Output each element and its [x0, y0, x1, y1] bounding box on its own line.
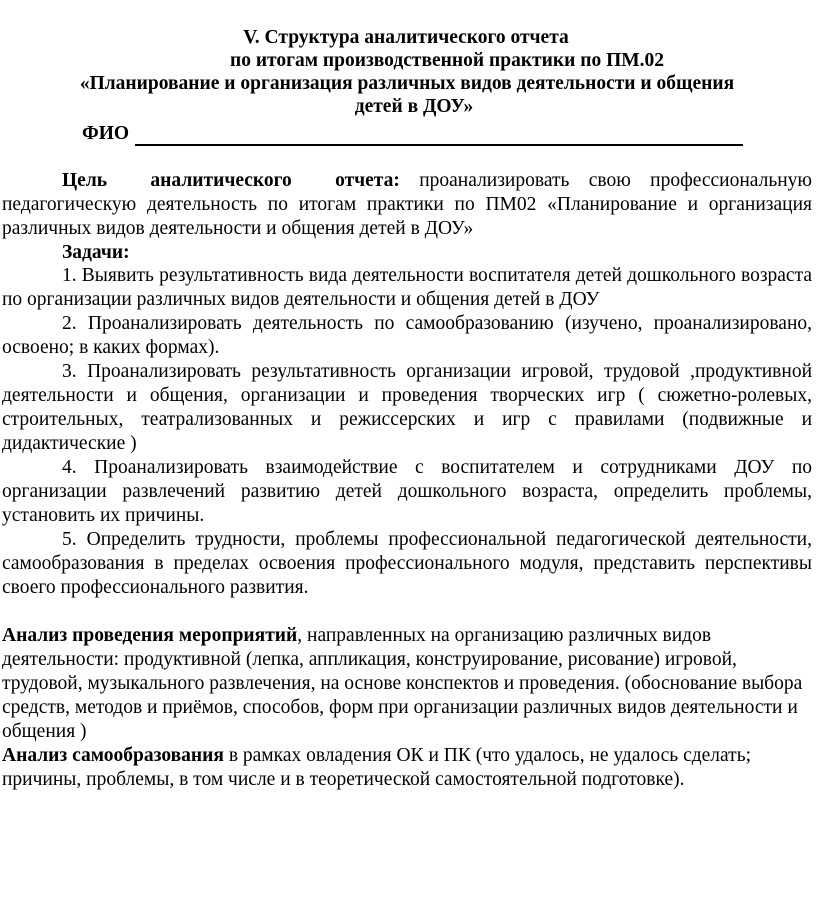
task-number: 1.	[62, 265, 77, 286]
goal-and-tasks	[2, 169, 812, 600]
analysis-events-paragraph	[2, 624, 812, 744]
document-title	[2, 26, 812, 118]
task-number: 3.	[62, 361, 77, 382]
task-item-5	[2, 528, 812, 600]
task-text: Определить трудности, проблемы профессиональной педагогической деятельности, самообразования в пределах освоения профессионального модуля, представить перспективы своего профессионального развития.	[2, 529, 812, 598]
task-item-3	[2, 360, 812, 456]
task-number: 5.	[62, 529, 77, 550]
analysis-events-text: , направленных на организацию различных видов деятельности: продуктивной (лепка, аппликация, конструирование, рисование) игровой, трудовой, музыкального развлечения, на основе конспектов и проведения. (обоснование выбора средств, методов и приёмов, способов, форм при организации различных видов деятельности и общения )	[2, 625, 803, 742]
analysis-self-education-heading: Анализ самообразования	[2, 745, 224, 766]
analysis-self-education-paragraph	[2, 744, 812, 792]
task-number: 2.	[62, 313, 77, 334]
task-item-4	[2, 456, 812, 528]
task-text: Проанализировать деятельность по самообразованию (изучено, проанализировано, освоено; в каких формах).	[2, 313, 813, 358]
fio-fill-line	[135, 128, 743, 146]
title-line-1: V. Структура аналитического отчета	[243, 27, 569, 48]
task-item-2	[2, 312, 812, 360]
analysis-events-heading: Анализ проведения мероприятий	[2, 625, 298, 646]
tasks-heading: Задачи:	[62, 242, 130, 263]
title-line-2: по итогам производственной практики по ПМ.02	[229, 50, 665, 71]
analysis-section	[2, 624, 812, 792]
goal-paragraph	[2, 169, 812, 241]
goal-label: Цель аналитического отчета:	[62, 170, 400, 191]
title-line-4: детей в ДОУ»	[354, 96, 474, 117]
task-item-1	[2, 264, 812, 312]
goal-text: проанализировать свою профессиональную педагогическую деятельность по итогам практики по ПМ02 «Планирование и организация различных видов деятельности и общения детей в ДОУ»	[2, 170, 812, 239]
analysis-self-education-text: в рамках овладения ОК и ПК (что удалось, не удалось сделать; причины, проблемы, в том числе и в теоретической самостоятельной подготовке).	[2, 745, 752, 790]
title-line-3: «Планирование и организация различных видов деятельности и общения	[79, 73, 735, 94]
task-text: Проанализировать взаимодействие с воспитателем и сотрудниками ДОУ по организации развлечений развитию детей дошкольного возраста, определить проблемы, установить их причины.	[2, 457, 812, 526]
task-text: Проанализировать результативность организации игровой, трудовой ,продуктивной деятельности и общения, организации и проведения творческих игр ( сюжетно-ролевых, строительных, театрализованных и режиссерских и игр с правилами (подвижные и дидактические )	[2, 361, 813, 454]
task-text: Выявить результативность вида деятельности воспитателя детей дошкольного возраста по организации различных видов деятельности и общения детей в ДОУ	[2, 265, 813, 310]
fio-row	[82, 122, 812, 146]
task-number: 4.	[62, 457, 77, 478]
fio-label: ФИО	[82, 123, 130, 144]
